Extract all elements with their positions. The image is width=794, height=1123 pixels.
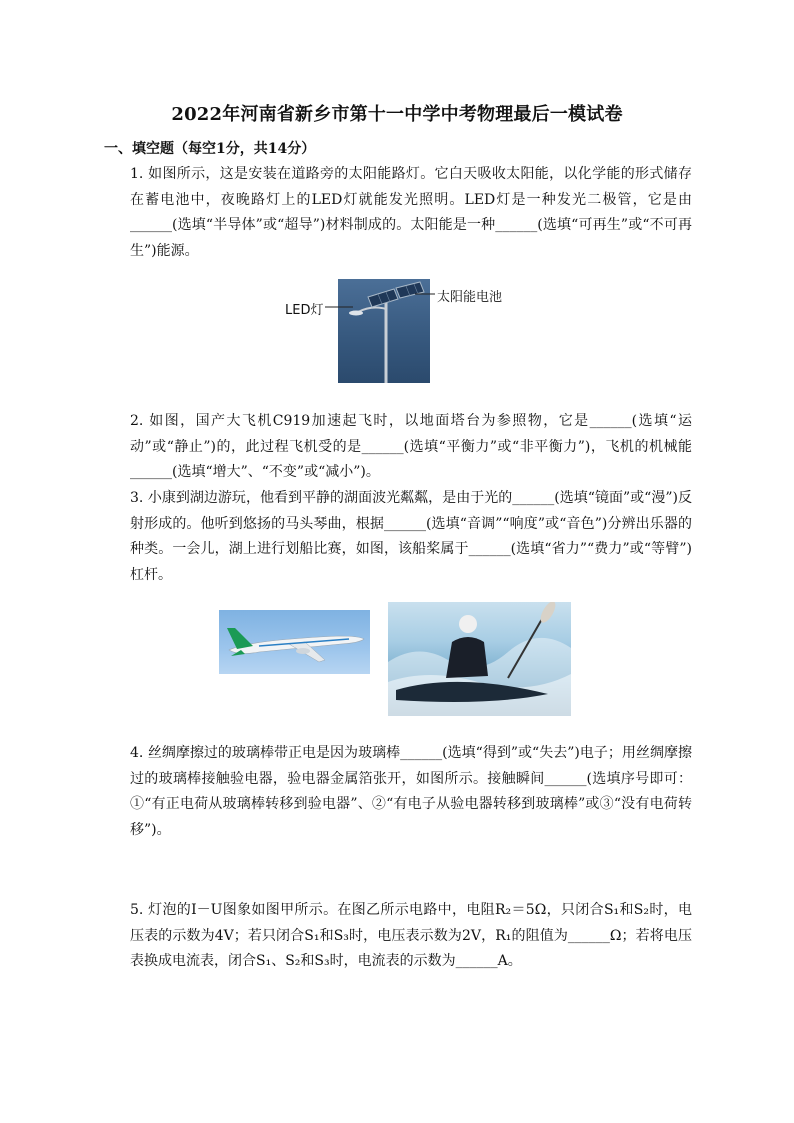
- question-1: 1. 如图所示，这是安装在道路旁的太阳能路灯。它白天吸收太阳能，以化学能的形式储存在蓄电池中，夜晚路灯上的LED灯就能发光照明。LED灯是一种发光二极管，它是由______(选填“半导体”或“超导”)材料制成的。太阳能是一种______(选填“可再生”或“不可再生”)能源。: [130, 166, 692, 259]
- question-4: 4. 丝绸摩擦过的玻璃棒带正电是因为玻璃棒______(选填“得到”或“失去”)电子；用丝绸摩擦过的玻璃棒接触验电器，验电器金属箔张开，如图所示。接触瞬间______(选填序号即可：①“有正电荷从玻璃棒转移到验电器”、②“有电子从验电器转移到玻璃棒”或③“没有电荷转移”)。: [130, 745, 692, 838]
- section-heading: 一、填空题（每空1分，共14分）: [104, 141, 316, 157]
- kayak-photo: [388, 602, 571, 716]
- solar-panel-label: 太阳能电池: [437, 290, 503, 305]
- panel-pointer-line: [415, 292, 435, 296]
- led-label: LED灯: [285, 303, 324, 318]
- question-3: 3. 小康到湖边游玩，他看到平静的湖面波光粼粼，是由于光的______(选填“镜面”或“漫”)反射形成的。他听到悠扬的马头琴曲，根据______(选填“音调”“响度”或“音色”)分辨出乐器的种类。一会儿，湖上进行划船比赛，如图，该船桨属于______(选填“省力”“费力”或“等臂”)杠杆。: [130, 490, 692, 583]
- airplane-photo: [219, 610, 370, 674]
- page-title: 2022年河南省新乡市第十一中学中考物理最后一模试卷: [171, 104, 623, 125]
- question-2: 2. 如图，国产大飞机C919加速起飞时，以地面塔台为参照物，它是______(选填“运动”或“静止”)的，此过程飞机受的是______(选填“平衡力”或“非平衡力”)，飞机的机械能______(选填“增大”、“不变”或“减小”)。: [130, 413, 692, 480]
- question-5: 5. 灯泡的I－U图象如图甲所示。在图乙所示电路中，电阻R₂＝5Ω，只闭合S₁和S₂时，电压表的示数为4V；若只闭合S₁和S₃时，电压表示数为2V，R₁的阻值为______Ω；若将电压表换成电流表，闭合S₁、S₂和S₃时，电流表的示数为______A。: [130, 902, 692, 969]
- led-pointer-line: [325, 305, 353, 309]
